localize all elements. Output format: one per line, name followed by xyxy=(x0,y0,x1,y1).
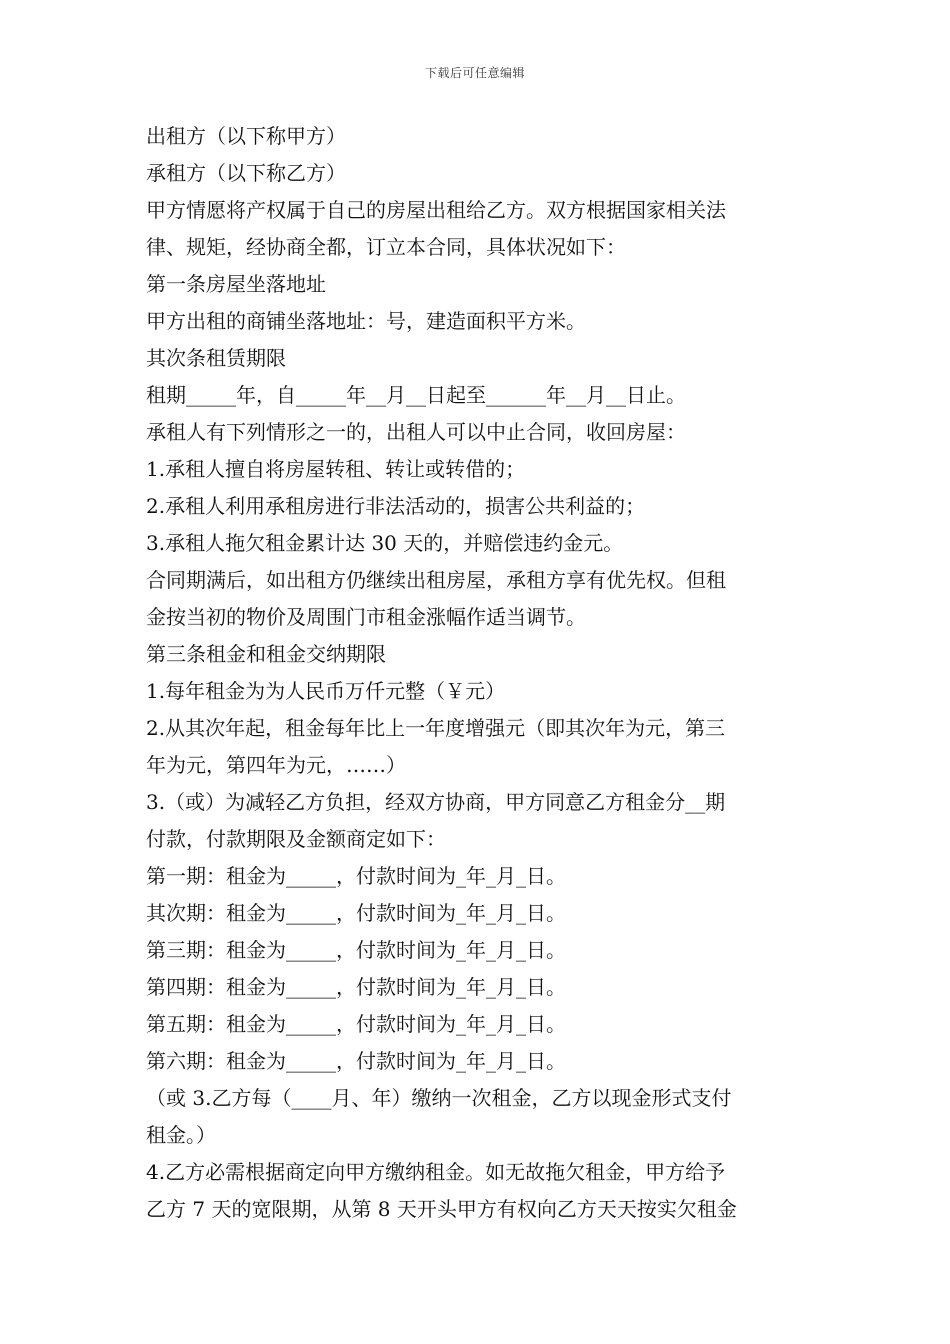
termination-item-2: 2.承租人利用承租房进行非法活动的，损害公共利益的； xyxy=(146,494,646,518)
lessee-line: 承租方（以下称乙方） xyxy=(146,161,346,185)
installment-6: 第六期：租金为_____，付款时间为_年_月_日。 xyxy=(146,1049,566,1073)
lessor-line: 出租方（以下称甲方） xyxy=(146,124,346,148)
page-header: 下载后可任意编辑 xyxy=(424,66,525,80)
installment-5: 第五期：租金为_____，付款时间为_年_月_日。 xyxy=(146,1012,566,1036)
lease-term-line: 租期_____年，自_____年__月__日起至______年__月__日止。 xyxy=(146,383,686,407)
address-line: 甲方出租的商铺坐落地址：号，建造面积平方米。 xyxy=(146,309,586,333)
rent-item-4-line: 4.乙方必需根据商定向甲方缴纳租金。如无故拖欠租金，甲方给予 xyxy=(146,1160,726,1184)
rent-item-2-line: 2.从其次年起，租金每年比上一年度增强元（即其次年为元，第三 xyxy=(146,716,726,740)
rent-item-2-line: 年为元，第四年为元，……） xyxy=(146,753,406,777)
alternative-payment-line: 租金。） xyxy=(146,1123,216,1147)
rent-item-3-line: 付款，付款期限及金额商定如下： xyxy=(146,827,446,851)
rent-item-1: 1.每年租金为为人民币万仟元整（￥元） xyxy=(146,679,506,703)
installment-2: 其次期：租金为_____，付款时间为_年_月_日。 xyxy=(146,901,566,925)
rent-item-3-line: 3.（或）为减轻乙方负担，经双方协商，甲方同意乙方租金分__期 xyxy=(146,790,726,814)
intro-paragraph-line: 甲方情愿将产权属于自己的房屋出租给乙方。双方根据国家相关法 xyxy=(146,198,726,222)
intro-paragraph-line: 律、规矩，经协商全都，订立本合同，具体状况如下： xyxy=(146,235,626,259)
installment-3: 第三期：租金为_____，付款时间为_年_月_日。 xyxy=(146,938,566,962)
article-1-heading: 第一条房屋坐落地址 xyxy=(146,272,326,296)
renewal-paragraph-line: 金按当初的物价及周围门市租金涨幅作适当调节。 xyxy=(146,605,586,629)
document-body xyxy=(146,118,810,1228)
alternative-payment-line: （或 3.乙方每（____月、年）缴纳一次租金，乙方以现金形式支付 xyxy=(146,1086,732,1110)
installment-1: 第一期：租金为_____，付款时间为_年_月_日。 xyxy=(146,864,566,888)
article-2-heading: 其次条租赁期限 xyxy=(146,346,286,370)
installment-4: 第四期：租金为_____，付款时间为_年_月_日。 xyxy=(146,975,566,999)
termination-intro-line: 承租人有下列情形之一的，出租人可以中止合同，收回房屋： xyxy=(146,420,686,444)
article-3-heading: 第三条租金和租金交纳期限 xyxy=(146,642,386,666)
termination-item-1: 1.承租人擅自将房屋转租、转让或转借的； xyxy=(146,457,526,481)
renewal-paragraph-line: 合同期满后，如出租方仍继续出租房屋，承租方享有优先权。但租 xyxy=(146,568,726,592)
termination-item-3: 3.承租人拖欠租金累计达 30 天的，并赔偿违约金元。 xyxy=(146,531,624,555)
rent-item-4-line: 乙方 7 天的宽限期，从第 8 天开头甲方有权向乙方天天按实欠租金 xyxy=(146,1197,737,1221)
